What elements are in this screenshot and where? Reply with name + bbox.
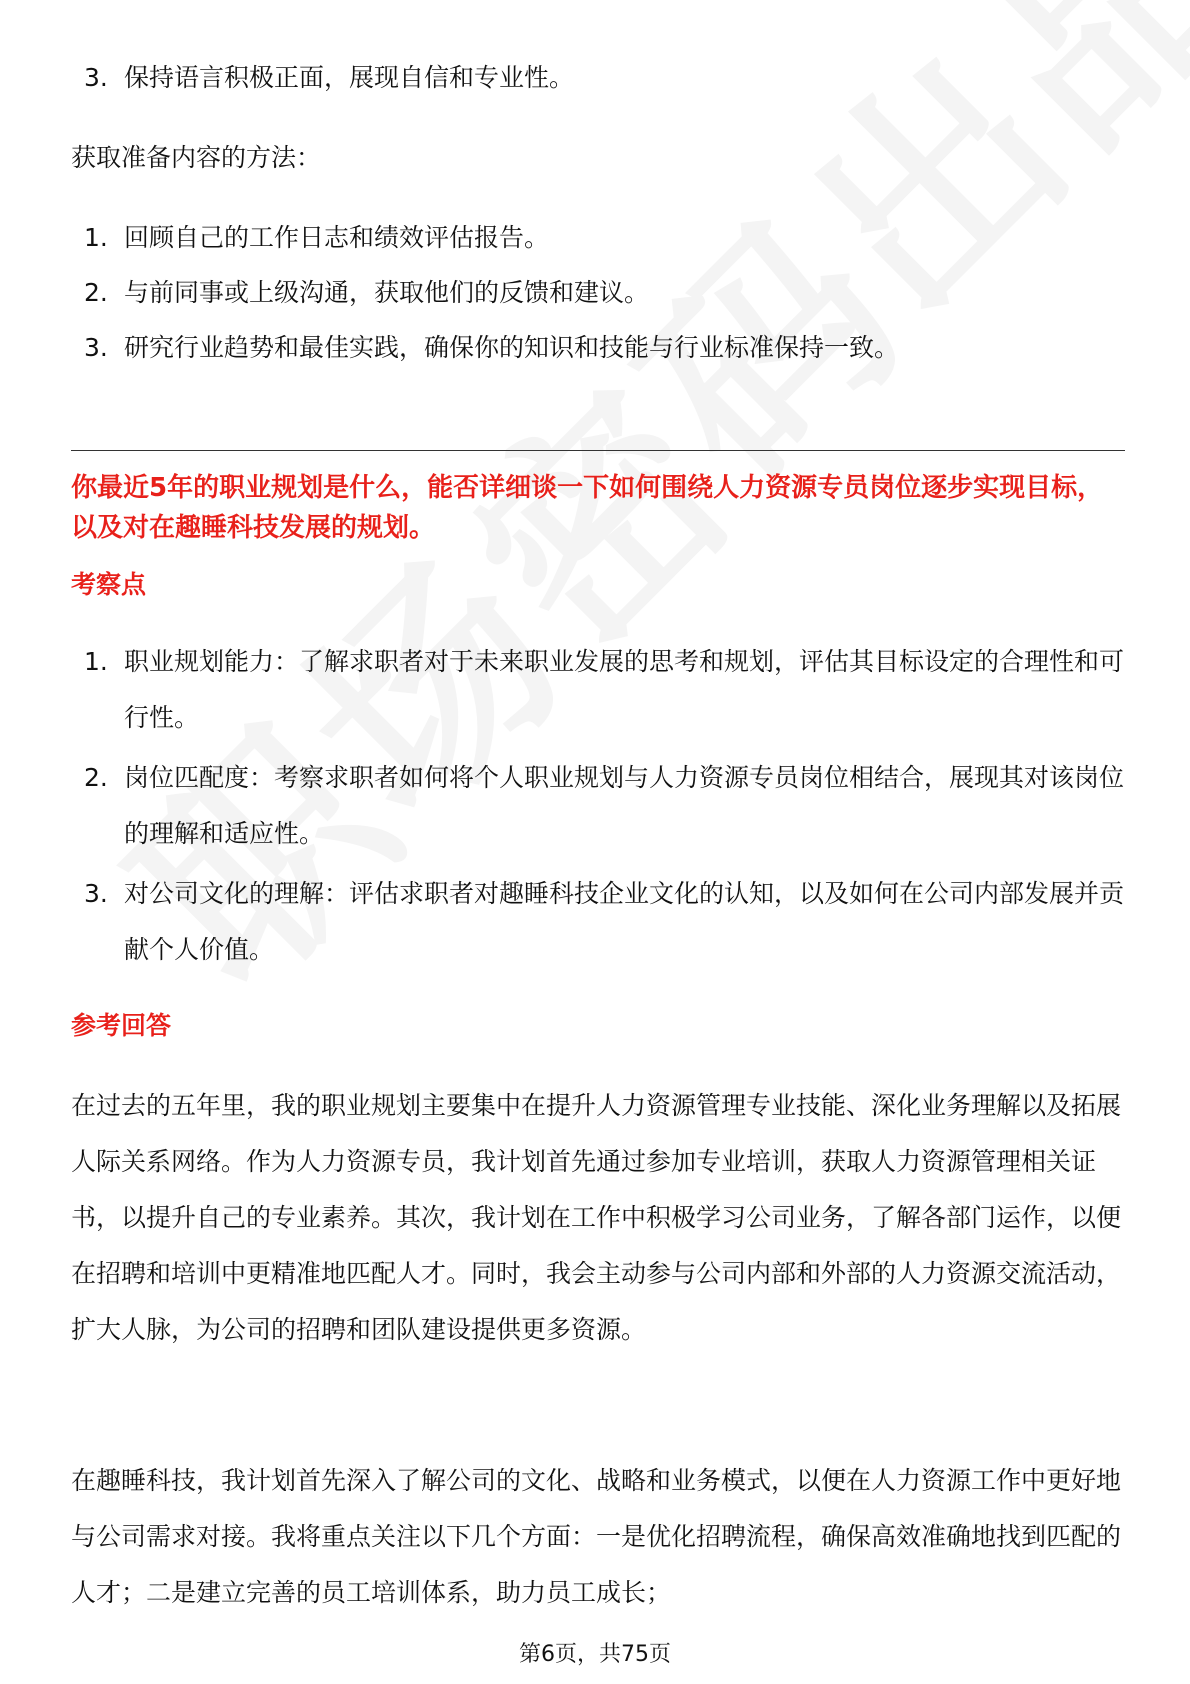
question-heading: 你最近5年的职业规划是什么，能否详细谈一下如何围绕人力资源专员岗位逐步实现目标，以及对在趣睡科技发展的规划。 — [71, 473, 1104, 543]
answer-paragraph: 在趣睡科技，我计划首先深入了解公司的文化、战略和业务模式，以便在人力资源工作中更好地与公司需求对接。我将重点关注以下几个方面：一是优化招聘流程，确保高效准确地找到匹配的人才；二是建立完善的员工培训体系，助力员工成长； — [71, 1466, 1122, 1607]
list-number: 2. — [84, 278, 108, 307]
list-number: 2. — [84, 763, 108, 792]
list-text: 与前同事或上级沟通，获取他们的反馈和建议。 — [124, 278, 650, 307]
list-text: 对公司文化的理解：评估求职者对趣睡科技企业文化的认知，以及如何在公司内部发展并贡献个人价值。 — [124, 879, 1125, 964]
list-number: 3. — [84, 333, 108, 362]
page-footer: 第6页，共75页 — [519, 1642, 671, 1667]
list-number: 3. — [84, 63, 108, 92]
list-number: 1. — [84, 647, 108, 676]
assessment-heading: 考察点 — [71, 570, 147, 599]
divider — [71, 450, 1125, 451]
list-text: 岗位匹配度：考察求职者如何将个人职业规划与人力资源专员岗位相结合，展现其对该岗位的理解和适应性。 — [124, 763, 1125, 848]
list-text: 回顾自己的工作日志和绩效评估报告。 — [124, 223, 550, 252]
answer-heading: 参考回答 — [71, 1011, 172, 1040]
list-text: 职业规划能力：了解求职者对于未来职业发展的思考和规划，评估其目标设定的合理性和可行性。 — [124, 647, 1125, 732]
list-text: 研究行业趋势和最佳实践，确保你的知识和技能与行业标准保持一致。 — [124, 333, 900, 362]
list-number: 1. — [84, 223, 108, 252]
methods-heading: 获取准备内容的方法： — [71, 143, 322, 172]
answer-paragraph: 在过去的五年里，我的职业规划主要集中在提升人力资源管理专业技能、深化业务理解以及拓展人际关系网络。作为人力资源专员，我计划首先通过参加专业培训，获取人力资源管理相关证书，以提升自己的专业素养。其次，我计划在工作中积极学习公司业务，了解各部门运作，以便在招聘和培训中更精准地匹配人才。同时，我会主动参与公司内部和外部的人力资源交流活动，扩大人脉，为公司的招聘和团队建设提供更多资源。 — [71, 1091, 1122, 1344]
list-text: 保持语言积极正面，展现自信和专业性。 — [124, 63, 575, 92]
list-number: 3. — [84, 879, 108, 908]
